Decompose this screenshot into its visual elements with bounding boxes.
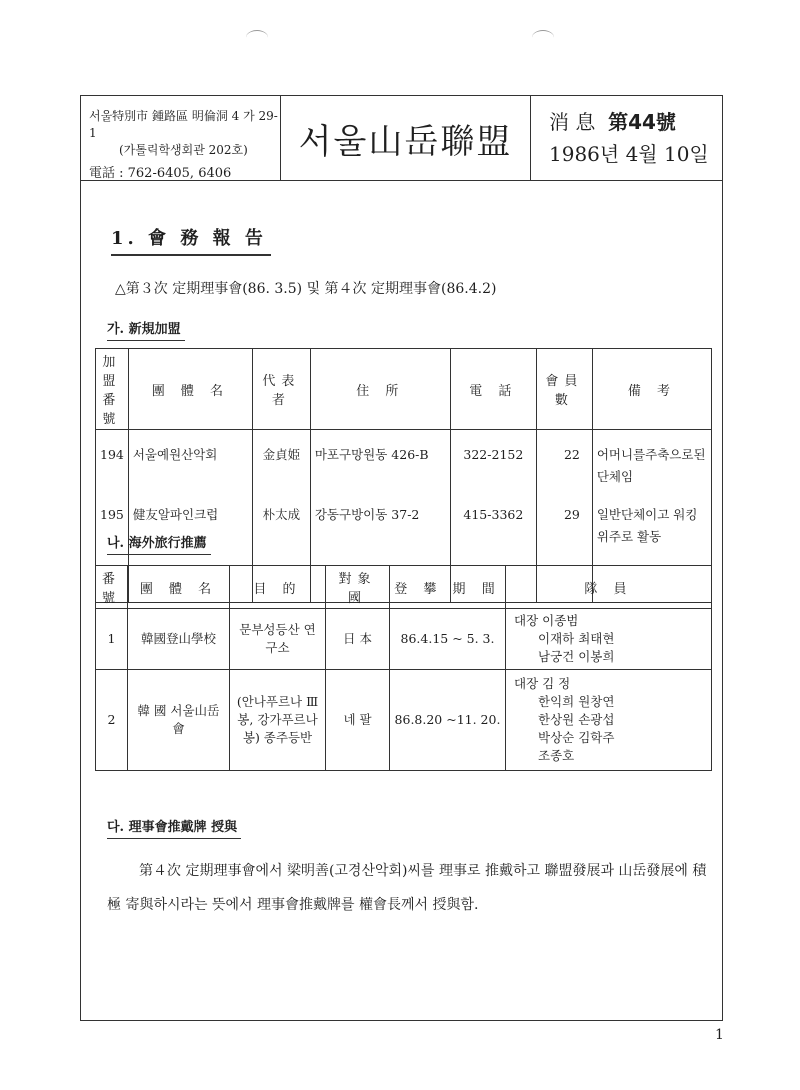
purpose: (안나푸르나 Ⅲ봉, 강가푸르나봉) 종주등반 bbox=[230, 670, 326, 771]
overseas-heading: 나. 海外旅行推薦 bbox=[107, 532, 211, 555]
group-name: 韓國登山學校 bbox=[128, 609, 230, 670]
team-member: 대장 김 정 bbox=[514, 676, 571, 691]
group-name: 서울예원산악회 bbox=[128, 430, 252, 491]
column-header-2: 代表者 bbox=[252, 349, 310, 430]
table-row bbox=[96, 670, 712, 771]
issue-date: 1986년 4월 10일 bbox=[549, 142, 709, 166]
remarks: 어머니를주축으로된 단체임 bbox=[592, 430, 711, 491]
group-name: 韓 國 서울山岳會 bbox=[128, 670, 230, 771]
member-no: 194 bbox=[96, 430, 129, 491]
phone: 415-3362 bbox=[450, 490, 536, 603]
plaque-heading: 다. 理事會推戴牌 授與 bbox=[107, 816, 241, 839]
country: 日 本 bbox=[326, 609, 390, 670]
issue-info bbox=[531, 96, 722, 180]
representative: 朴太成 bbox=[252, 490, 310, 603]
new-members-heading: 가. 新規加盟 bbox=[107, 318, 185, 341]
column-header-0: 加盟番號 bbox=[96, 349, 129, 430]
team-member: 박상순 김학주 bbox=[538, 730, 615, 745]
page-number: 1 bbox=[715, 1027, 724, 1043]
member-count: 29 bbox=[536, 490, 592, 603]
climb-period: 86.8.20 ~11. 20. bbox=[390, 670, 506, 771]
address-line2: (가톨릭학생회관 202호) bbox=[119, 143, 248, 157]
table-row bbox=[96, 430, 712, 491]
punch-hole-right bbox=[532, 30, 554, 45]
punch-hole-left bbox=[246, 30, 268, 45]
table-row bbox=[96, 609, 712, 670]
climb-period: 86.4.15 ~ 5. 3. bbox=[390, 609, 506, 670]
plaque-paragraph: 第４次 定期理事會에서 梁明善(고경산악회)씨를 理事로 推戴하고 聯盟發展과 山岳發展에 積極 寄與하시라는 뜻에서 理事會推戴牌를 權會長께서 授與함. bbox=[107, 863, 707, 913]
team-member: 대장 이종범 bbox=[514, 613, 579, 628]
country: 네 팔 bbox=[326, 670, 390, 771]
team-member: 남궁건 이봉희 bbox=[538, 649, 615, 664]
team-member: 한익희 원창연 bbox=[538, 694, 615, 709]
group-name: 健友알파인크럽 bbox=[128, 490, 252, 603]
column-header-5: 會員數 bbox=[536, 349, 592, 430]
team-member: 조종호 bbox=[538, 748, 575, 763]
trip-no: 1 bbox=[96, 609, 128, 670]
address: 강동구방이동 37-2 bbox=[310, 490, 450, 603]
phone: 322-2152 bbox=[450, 430, 536, 491]
representative: 金貞姫 bbox=[252, 430, 310, 491]
column-header-6: 備 考 bbox=[592, 349, 711, 430]
column-header-0: 番號 bbox=[96, 566, 128, 609]
letterhead-address bbox=[81, 96, 281, 180]
purpose: 문부성등산 연구소 bbox=[230, 609, 326, 670]
column-header-5: 隊 員 bbox=[506, 566, 712, 609]
member-count: 22 bbox=[536, 430, 592, 491]
column-header-3: 對象國 bbox=[326, 566, 390, 609]
column-header-2: 目 的 bbox=[230, 566, 326, 609]
column-header-3: 住 所 bbox=[310, 349, 450, 430]
team-member: 이재하 최태현 bbox=[538, 631, 615, 646]
letterhead bbox=[81, 96, 722, 181]
org-name-logo: 서울山岳聯盟 bbox=[281, 96, 531, 180]
column-header-1: 團 體 名 bbox=[128, 566, 230, 609]
overseas-table bbox=[95, 565, 712, 771]
address-line1: 서울特別市 鍾路區 明倫洞 4 가 29-1 bbox=[89, 109, 278, 140]
team-member: 한상원 손광섭 bbox=[538, 712, 615, 727]
member-no: 195 bbox=[96, 490, 129, 603]
trip-no: 2 bbox=[96, 670, 128, 771]
address: 마포구망원동 426-B bbox=[310, 430, 450, 491]
section-title: 1. 會 務 報 告 bbox=[111, 224, 271, 256]
meeting-note: △第３次 定期理事會(86. 3.5) 및 第４次 定期理事會(86.4.2) bbox=[115, 281, 497, 297]
column-header-4: 電 話 bbox=[450, 349, 536, 430]
issue-number: 第44號 bbox=[608, 110, 676, 134]
document-frame bbox=[80, 95, 723, 1021]
team-members bbox=[506, 609, 712, 670]
issue-label: 消 息 bbox=[549, 110, 596, 134]
remarks: 일반단체이고 워킹위주로 활동 bbox=[592, 490, 711, 603]
column-header-4: 登 攀 期 間 bbox=[390, 566, 506, 609]
team-members bbox=[506, 670, 712, 771]
phone-number: 電話 : 762-6405, 6406 bbox=[89, 166, 232, 181]
column-header-1: 團 體 名 bbox=[128, 349, 252, 430]
